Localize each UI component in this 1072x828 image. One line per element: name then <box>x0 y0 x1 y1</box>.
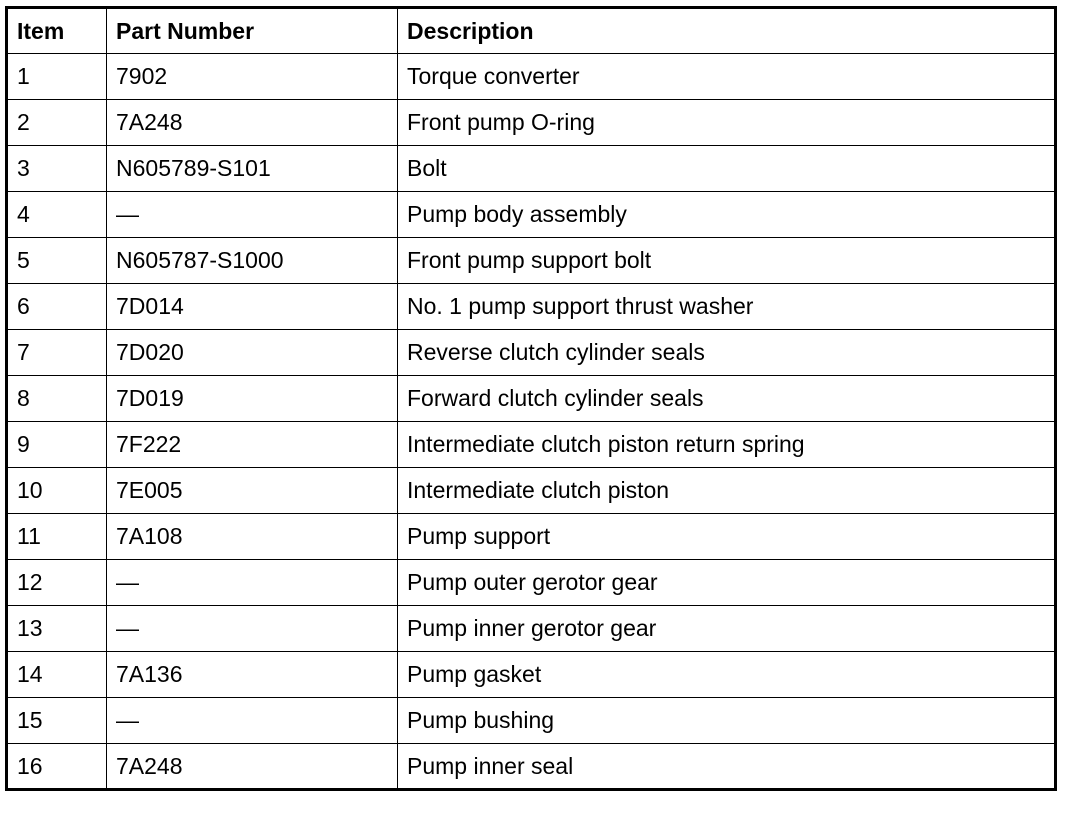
item-cell: 9 <box>7 422 107 468</box>
header-row <box>7 8 1056 54</box>
table-row <box>7 54 1056 100</box>
table-row <box>7 468 1056 514</box>
part-number-cell: — <box>107 698 398 744</box>
description-cell: Torque converter <box>398 54 1056 100</box>
item-cell: 15 <box>7 698 107 744</box>
header-item: Item <box>7 8 107 54</box>
item-cell: 13 <box>7 606 107 652</box>
header-description: Description <box>398 8 1056 54</box>
description-cell: Pump body assembly <box>398 192 1056 238</box>
part-number-cell: 7A248 <box>107 100 398 146</box>
description-cell: Intermediate clutch piston <box>398 468 1056 514</box>
item-cell: 3 <box>7 146 107 192</box>
item-cell: 12 <box>7 560 107 606</box>
table-row <box>7 606 1056 652</box>
item-cell: 6 <box>7 284 107 330</box>
description-cell: Pump inner seal <box>398 744 1056 790</box>
item-cell: 11 <box>7 514 107 560</box>
table-row <box>7 422 1056 468</box>
part-number-cell: 7A108 <box>107 514 398 560</box>
part-number-cell: 7E005 <box>107 468 398 514</box>
description-cell: Front pump support bolt <box>398 238 1056 284</box>
description-cell: Reverse clutch cylinder seals <box>398 330 1056 376</box>
item-cell: 10 <box>7 468 107 514</box>
part-number-cell: — <box>107 560 398 606</box>
part-number-cell: 7F222 <box>107 422 398 468</box>
part-number-cell: 7A136 <box>107 652 398 698</box>
item-cell: 2 <box>7 100 107 146</box>
description-cell: Pump inner gerotor gear <box>398 606 1056 652</box>
table-row <box>7 146 1056 192</box>
description-cell: Intermediate clutch piston return spring <box>398 422 1056 468</box>
table-row <box>7 192 1056 238</box>
part-number-cell: N605789-S101 <box>107 146 398 192</box>
table-row <box>7 238 1056 284</box>
part-number-cell: — <box>107 606 398 652</box>
item-cell: 1 <box>7 54 107 100</box>
table-body <box>7 54 1056 790</box>
description-cell: Pump bushing <box>398 698 1056 744</box>
part-number-cell: 7D019 <box>107 376 398 422</box>
item-cell: 14 <box>7 652 107 698</box>
description-cell: Bolt <box>398 146 1056 192</box>
table-row <box>7 100 1056 146</box>
part-number-cell: 7902 <box>107 54 398 100</box>
description-cell: Pump outer gerotor gear <box>398 560 1056 606</box>
table-row <box>7 652 1056 698</box>
item-cell: 8 <box>7 376 107 422</box>
part-number-cell: N605787-S1000 <box>107 238 398 284</box>
item-cell: 4 <box>7 192 107 238</box>
table-row <box>7 330 1056 376</box>
item-cell: 16 <box>7 744 107 790</box>
table-row <box>7 376 1056 422</box>
description-cell: Forward clutch cylinder seals <box>398 376 1056 422</box>
parts-table <box>5 6 1057 791</box>
item-cell: 5 <box>7 238 107 284</box>
part-number-cell: 7D020 <box>107 330 398 376</box>
description-cell: Front pump O-ring <box>398 100 1056 146</box>
table-row <box>7 284 1056 330</box>
part-number-cell: 7D014 <box>107 284 398 330</box>
description-cell: No. 1 pump support thrust washer <box>398 284 1056 330</box>
table-row <box>7 698 1056 744</box>
description-cell: Pump gasket <box>398 652 1056 698</box>
header-part-number: Part Number <box>107 8 398 54</box>
description-cell: Pump support <box>398 514 1056 560</box>
table-row <box>7 560 1056 606</box>
table-row <box>7 744 1056 790</box>
table-row <box>7 514 1056 560</box>
part-number-cell: — <box>107 192 398 238</box>
item-cell: 7 <box>7 330 107 376</box>
part-number-cell: 7A248 <box>107 744 398 790</box>
